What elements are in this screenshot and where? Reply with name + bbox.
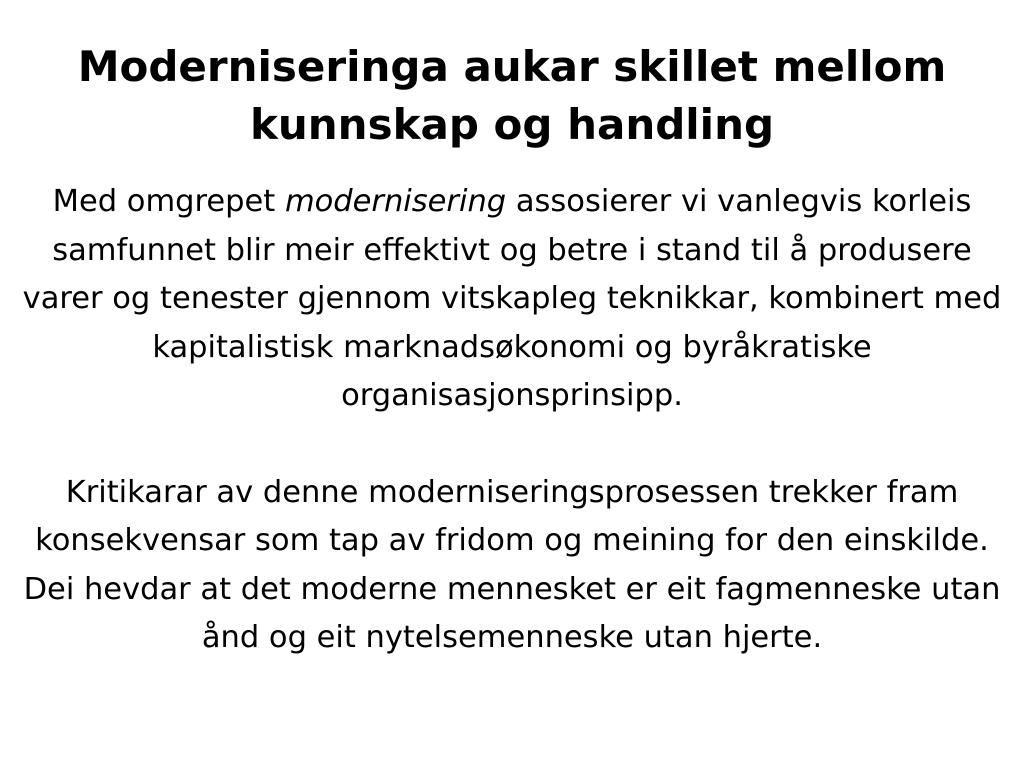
paragraph-definition-start: Med omgrepet bbox=[52, 184, 285, 219]
paragraph-definition-rest: assosierer vi vanlegvis korleis samfunnet blir meir effektivt og betre i stand til å produsere varer og tenester gjennom vitskapleg teknikkar, kombinert med kapitalistisk marknadsøkonomi og byråkratiske organisasjonsprinsipp. bbox=[22, 184, 1002, 413]
emphasized-term: modernisering bbox=[284, 184, 507, 219]
slide-title: Moderniseringa aukar skillet mellom kunnskap og handling bbox=[77, 42, 947, 149]
slide-body bbox=[20, 178, 1004, 663]
paragraph-definition bbox=[20, 178, 1004, 421]
paragraph-critique: Kritikarar av denne moderniseringsprosessen trekker fram konsekvensar som tap av fridom og meining for den einskilde. Dei hevdar at det moderne mennesket er eit fagmenneske utan ånd og eit nytelsemenneske utan hjerte. bbox=[23, 474, 1001, 655]
